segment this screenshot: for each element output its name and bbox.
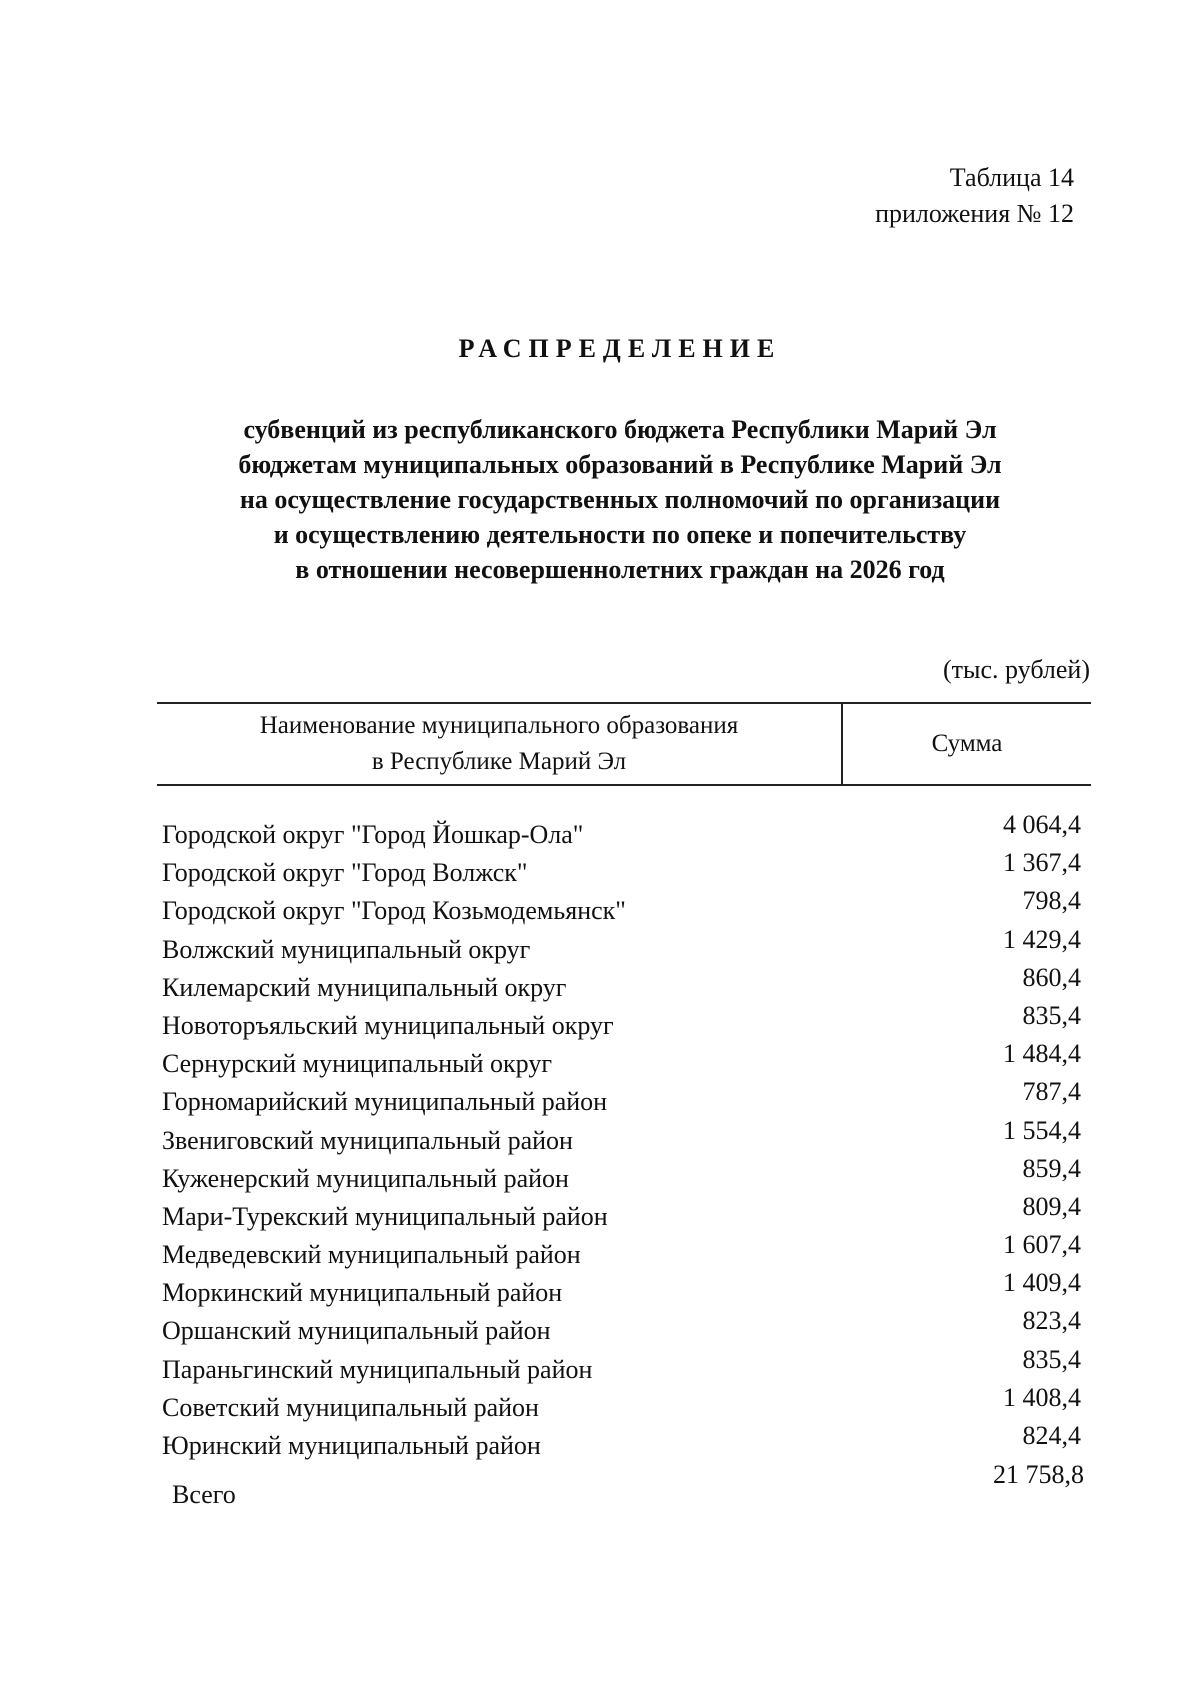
- document-subtitle: [120, 412, 1120, 587]
- total-value: 21 758,8: [993, 1460, 1084, 1489]
- row-value: 1 484,4: [1003, 1039, 1081, 1069]
- row-value: 1 409,4: [1003, 1268, 1081, 1298]
- table-row: [162, 888, 1086, 926]
- row-name: Юринский муниципальный район: [162, 1431, 541, 1460]
- row-name: Волжский муниципальный округ: [162, 934, 531, 964]
- document-title: РАСПРЕДЕЛЕНИЕ: [458, 334, 782, 363]
- row-name: Оршанский муниципальный район: [162, 1316, 551, 1346]
- row-value: 859,4: [1022, 1153, 1081, 1183]
- row-value: 1 607,4: [1003, 1230, 1081, 1260]
- row-name: Советский муниципальный район: [162, 1392, 539, 1422]
- row-value: 823,4: [1022, 1306, 1081, 1336]
- table-row: [162, 1344, 1086, 1385]
- header-name-line-2: в Республике Марий Эл: [371, 748, 627, 775]
- row-value: 1 408,4: [1003, 1382, 1081, 1412]
- subtitle-line-3: на осуществление государственных полномочий по организации: [239, 485, 1001, 514]
- table-row: [162, 1308, 1086, 1346]
- header-name-line-1: Наименование муниципального образования: [259, 712, 739, 739]
- row-name: Городской округ "Город Козьмодемьянск": [162, 896, 626, 926]
- row-value: 824,4: [1022, 1421, 1081, 1450]
- table-row: [162, 1270, 1086, 1308]
- row-value: 835,4: [1022, 1344, 1081, 1374]
- row-value: 809,4: [1022, 1191, 1081, 1221]
- table-row: [162, 962, 1086, 1003]
- subtitle-line-1: субвенций из республиканского бюджета Республики Марий Эл: [243, 415, 997, 444]
- row-name: Параньгинский муниципальный район: [162, 1354, 593, 1384]
- row-name: Куженерский муниципальный район: [162, 1163, 569, 1193]
- table-row: [162, 1232, 1086, 1270]
- row-value: 860,4: [1022, 962, 1081, 992]
- units-label: (тыс. рублей): [942, 655, 1090, 684]
- row-name: Медведевский муниципальный район: [162, 1240, 581, 1270]
- subtitle-line-2: бюджетам муниципальных образований в Республике Марий Эл: [238, 450, 1002, 479]
- row-name: Городской округ "Город Йошкар-Ола": [162, 820, 584, 849]
- row-name: Килемарский муниципальный округ: [162, 972, 567, 1002]
- table-body: [162, 812, 1086, 1461]
- caption-table-number: Таблица 14: [949, 163, 1074, 192]
- total-label: Всего: [172, 1480, 236, 1509]
- row-name: Мари-Турекский муниципальный район: [162, 1201, 608, 1231]
- table-row: [162, 1000, 1086, 1041]
- subtitle-line-4: и осуществлению деятельности по опеке и попечительству: [273, 520, 967, 549]
- subtitle-line-5: в отношении несовершеннолетних граждан на 2026 год: [295, 555, 945, 584]
- table-row: [162, 1191, 1086, 1232]
- row-value: 787,4: [1022, 1077, 1081, 1107]
- table-row: [162, 1041, 1086, 1079]
- table-row: [162, 924, 1086, 965]
- row-value: 1 429,4: [1003, 924, 1081, 954]
- header-sum-column: Сумма: [931, 730, 1003, 757]
- row-name: Звениговский муниципальный район: [162, 1125, 573, 1155]
- row-value: 1 367,4: [1003, 848, 1081, 878]
- table-header: [157, 702, 1091, 786]
- row-value: 1 554,4: [1003, 1115, 1081, 1145]
- row-name: Сернурский муниципальный округ: [162, 1049, 552, 1079]
- caption-appendix-number: приложения № 12: [875, 199, 1074, 228]
- row-name: Новоторъяльский муниципальный округ: [162, 1010, 614, 1040]
- header-name-column: [157, 704, 843, 784]
- row-value: 4 064,4: [1003, 810, 1081, 839]
- row-name: Моркинский муниципальный район: [162, 1278, 563, 1308]
- table-row: [162, 850, 1086, 888]
- row-value: 798,4: [1022, 886, 1081, 916]
- row-name: Городской округ "Город Волжск": [162, 858, 528, 888]
- row-name: Горномарийский муниципальный район: [162, 1087, 608, 1117]
- table-row: [162, 1115, 1086, 1156]
- table-row: [162, 812, 1086, 850]
- table-row: [162, 1153, 1086, 1194]
- row-value: 835,4: [1022, 1000, 1081, 1030]
- table-row: [162, 1423, 1086, 1461]
- table-row: [162, 1382, 1086, 1423]
- table-caption: [714, 160, 1074, 232]
- table-row: [162, 1079, 1086, 1117]
- table-total-row: [172, 1460, 1084, 1510]
